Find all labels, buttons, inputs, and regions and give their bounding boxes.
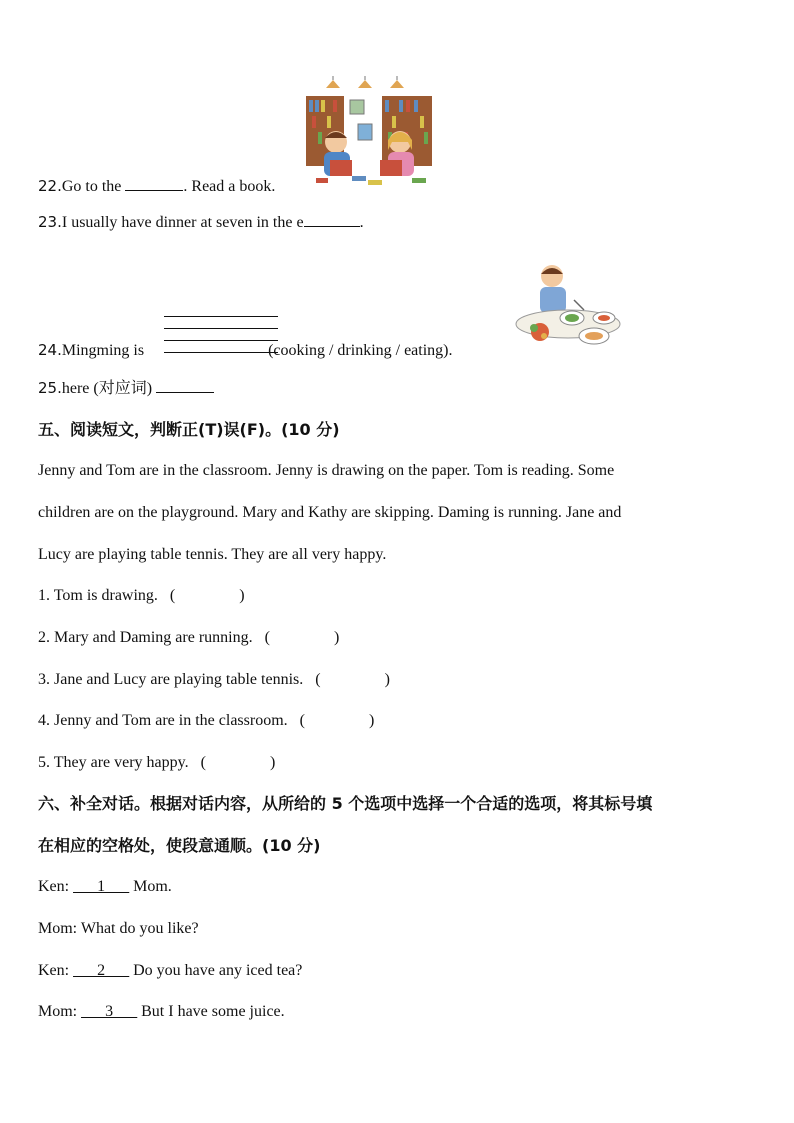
tf-statement: 4. Jenny and Tom are in the classroom. [38,712,288,729]
dialogue-blank[interactable]: ___2___ [73,962,130,979]
answer-blank[interactable] [304,212,360,227]
section-6-heading-cont: 在相应的空格处，使段意通顺。(10 分) [38,836,321,855]
question-number: 25. [38,379,62,397]
dialogue-text: Mom. [133,878,172,895]
dialogue-blank[interactable]: ___3___ [81,1003,138,1020]
tf-item [38,586,245,606]
question-text: here (对应词) [61,380,153,397]
question-number: 24. [38,341,62,359]
question-text: I usually have dinner at seven in the e [61,214,304,231]
answer-blank[interactable] [125,176,183,191]
section-5-heading: 五、阅读短文，判断正(T)误(F)。(10 分) [38,420,340,439]
dialogue-blank[interactable]: ___1___ [73,878,130,895]
question-22 [38,176,275,197]
speaker: Mom: [38,920,78,937]
question-text: Go to the [61,178,122,195]
question-number: 23. [38,213,62,231]
writing-line [164,328,278,329]
tf-answer-paren[interactable]: ( ) [200,754,276,771]
tf-item [38,628,339,648]
dialogue-text: But I have some juice. [141,1003,285,1020]
question-text-after: . [359,214,364,231]
dialogue-text: What do you like? [80,920,199,937]
question-23 [38,212,364,233]
tf-answer-paren[interactable]: ( ) [299,712,375,729]
passage-line: Lucy are playing table tennis. They are all very happy. [38,546,387,563]
dialogue-text: Do you have any iced tea? [133,962,303,979]
section-6-heading: 六、补全对话。根据对话内容，从所给的 5 个选项中选择一个合适的选项，将其标号填 [38,794,653,813]
answer-blank[interactable] [156,378,214,393]
tf-statement: 3. Jane and Lucy are playing table tennis. [38,671,304,688]
dialogue-line [38,877,172,897]
question-24 [38,340,453,361]
tf-statement: 2. Mary and Daming are running. [38,629,253,646]
tf-answer-paren[interactable]: ( ) [315,671,390,688]
question-options: (cooking / drinking / eating). [268,342,453,359]
boy-eating-illustration [514,262,622,350]
tf-answer-paren[interactable]: ( ) [264,629,340,646]
speaker: Ken: [38,962,70,979]
tf-item [38,711,374,731]
tf-answer-paren[interactable]: ( ) [169,587,245,604]
passage-line: children are on the playground. Mary and Kathy are skipping. Daming is running. Jane and [38,504,622,521]
question-text-after: . Read a book. [183,178,276,195]
tf-item [38,670,390,690]
tf-item [38,753,275,773]
question-25 [38,378,214,399]
dialogue-line [38,1002,285,1022]
dialogue-line [38,919,199,939]
writing-line [164,316,278,317]
tf-statement: 1. Tom is drawing. [38,587,158,604]
speaker: Mom: [38,1003,78,1020]
question-text: Mingming is [61,342,145,359]
dialogue-line [38,961,302,981]
question-number: 22. [38,177,62,195]
tf-statement: 5. They are very happy. [38,754,189,771]
passage-line: Jenny and Tom are in the classroom. Jenny is drawing on the paper. Tom is reading. Some [38,462,615,479]
speaker: Ken: [38,878,70,895]
library-reading-illustration [304,76,436,192]
